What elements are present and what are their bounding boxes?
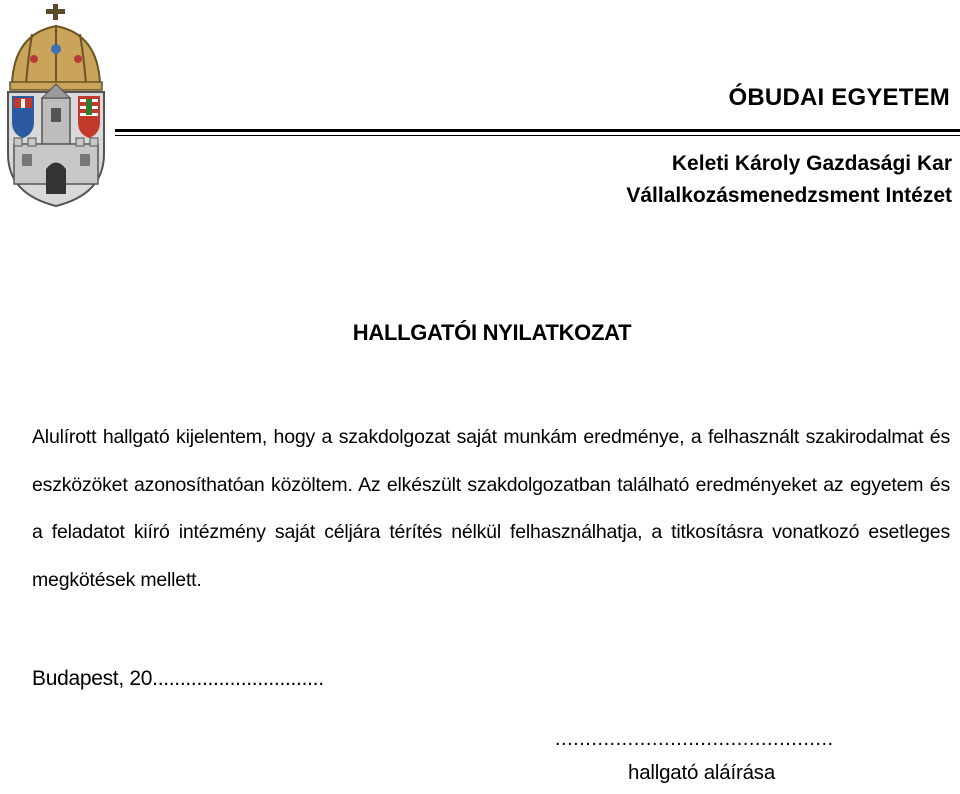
faculty-name: Keleti Károly Gazdasági Kar bbox=[671, 152, 952, 175]
signature-label: hallgató aláírása bbox=[628, 761, 776, 784]
place-date-field: Budapest, 20............................... bbox=[32, 667, 324, 690]
faculty-block bbox=[626, 148, 952, 212]
signature-line: .............................................. bbox=[555, 728, 834, 750]
declaration-text: Alulírott hallgató kijelentem, hogy a szakdolgozat saját munkám eredménye, a felhasznált szakirodalmat és eszközöket azonosíthatóan közöltem. Az elkészült szakdolgozatban található eredményeket az egyetem és a feladatot kiíró intézmény saját céljára térítés nélkül felhasználhatja, a titkosításra vonatkozó esetleges megkötések mellett. bbox=[32, 426, 950, 591]
obuda-university-crest-icon bbox=[2, 4, 110, 208]
header-divider bbox=[115, 129, 960, 132]
header-divider-thin bbox=[115, 135, 960, 136]
document-title: HALLGATÓI NYILATKOZAT bbox=[352, 320, 632, 345]
university-name: ÓBUDAI EGYETEM bbox=[728, 84, 950, 111]
institute-name: Vállalkozásmenedzsment Intézet bbox=[626, 184, 952, 207]
